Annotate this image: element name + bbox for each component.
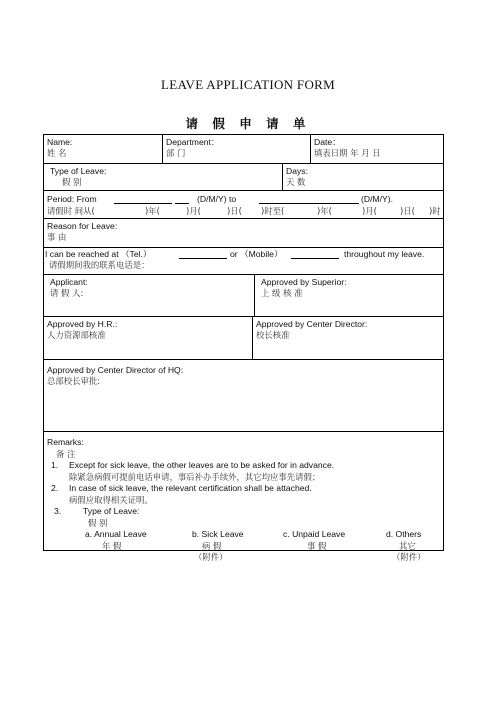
remark-item-3-cn: 假 别: [88, 517, 108, 528]
period-cn-year1: )年(: [145, 206, 160, 216]
period-dmy-end-label: (D/M/Y).: [361, 194, 393, 204]
name-label-cn: 姓 名: [47, 148, 67, 158]
remark-item-text: In case of sick leave, the relevant certification shall be attached.: [69, 483, 312, 493]
period-cn-year2: )年(: [317, 206, 332, 216]
leave-type-field[interactable]: [44, 164, 284, 190]
row-hq-approval[interactable]: [44, 360, 443, 432]
remark-item-number: 2.: [51, 483, 59, 493]
leave-type-others: d. Others: [386, 529, 422, 539]
applicant-label: Applicant:: [50, 277, 88, 287]
superior-label: Approved by Superior:: [261, 277, 347, 287]
leave-type-label-cn: 假 别: [62, 177, 82, 187]
mobile-blank[interactable]: [291, 249, 339, 259]
reason-label: Reason for Leave:: [47, 221, 118, 231]
leave-type-sick: b. Sick Leave: [192, 529, 244, 539]
days-field[interactable]: [282, 164, 443, 190]
remarks-title: Remarks:: [47, 437, 84, 447]
superior-label-cn: 上 级 核 准: [261, 288, 303, 298]
leave-type-annual: a. Annual Leave: [85, 529, 147, 539]
leave-type-label: Type of Leave:: [50, 166, 107, 176]
remark-item-1: [47, 460, 440, 472]
department-field[interactable]: [162, 135, 312, 163]
period-cn-prefix: 请假时 间从(: [47, 206, 95, 216]
row-name-department-date: [44, 135, 443, 164]
contact-tail-label: throughout my leave.: [344, 249, 425, 259]
period-cn-day1: )日(: [227, 206, 242, 216]
period-cn-end: )时: [429, 206, 441, 216]
period-cn-month2: )月(: [362, 206, 377, 216]
period-cn-to: )时至(: [261, 206, 285, 216]
remarks-title-cn: 备 注: [56, 448, 76, 459]
leave-types-notes: [47, 552, 440, 564]
remark-item-2: [47, 483, 440, 495]
hq-approval-label-cn: 总部校长审批:: [47, 376, 101, 386]
form-title-chinese: 请 假 申 请 单: [185, 116, 311, 131]
remark-item-text: Except for sick leave, the other leaves are to be asked for in advance.: [69, 460, 335, 470]
row-contact[interactable]: [44, 248, 443, 275]
form-title: LEAVE APPLICATION FORM: [161, 77, 335, 92]
superior-approval-field[interactable]: [254, 275, 443, 316]
from-date-blank[interactable]: [114, 194, 172, 204]
period-from-label: Period: From: [47, 194, 97, 204]
leave-type-annual-cn: 年 假: [102, 540, 122, 551]
date-field[interactable]: [310, 135, 443, 163]
hr-label-cn: 人力资源部核准: [47, 330, 106, 340]
center-director-approval-field[interactable]: [252, 317, 443, 359]
row-reason[interactable]: [44, 219, 443, 248]
department-label-cn: 部 门: [166, 148, 186, 158]
days-label-cn: 天 数: [286, 177, 306, 187]
applicant-label-cn: 请 假 人:: [50, 288, 84, 298]
hr-approval-field[interactable]: [44, 317, 256, 359]
applicant-field[interactable]: [44, 275, 256, 316]
to-date-blank[interactable]: [259, 194, 359, 204]
center-director-label-cn: 校长核准: [256, 330, 290, 340]
row-period[interactable]: [44, 191, 443, 219]
others-leave-attachment-note: （附件）: [392, 552, 426, 562]
hq-approval-label: Approved by Center Director of HQ:: [47, 365, 184, 375]
remark-item-number: 3.: [54, 506, 62, 516]
center-director-label: Approved by Center Director:: [256, 319, 368, 329]
remark-item-3: [47, 506, 440, 518]
period-cn-month1: )月(: [186, 206, 201, 216]
leave-type-unpaid-cn: 事 假: [307, 540, 327, 551]
date-label: Date：: [314, 137, 341, 147]
sick-leave-attachment-note: （附件）: [194, 552, 228, 562]
contact-tel-label: I can be reached at （Tel.）: [45, 249, 152, 259]
tel-blank[interactable]: [179, 249, 227, 259]
leave-type-others-cn: 其它: [399, 540, 416, 551]
leave-types-en: [47, 529, 440, 541]
leave-types-cn: [47, 541, 440, 553]
hr-label: Approved by H.R.:: [47, 319, 118, 329]
period-dmy-to-label: (D/M/Y) to: [197, 194, 237, 204]
contact-mobile-label: or （Mobile）: [230, 249, 283, 259]
leave-form-table: [43, 134, 444, 562]
remark-item-2-cn: 病假应取得相关证明。: [69, 494, 153, 505]
name-field[interactable]: [44, 135, 164, 163]
leave-type-unpaid: c. Unpaid Leave: [283, 529, 346, 539]
from-time-blank[interactable]: [175, 194, 189, 204]
row-hr-director: [44, 317, 443, 360]
remark-item-number: 1.: [51, 460, 59, 470]
contact-label-cn: 请假期间我的联系电话是：: [49, 260, 150, 270]
reason-label-cn: 事 由: [47, 232, 67, 242]
days-label: Days:: [286, 166, 308, 176]
remark-item-text: Type of Leave:: [83, 506, 140, 516]
department-label: Department：: [166, 137, 220, 147]
leave-type-sick-cn: 病 假: [202, 540, 222, 551]
period-cn-day2: )日(: [400, 206, 415, 216]
remarks-section: [44, 432, 443, 566]
name-label: Name:: [47, 137, 73, 147]
row-applicant-superior: [44, 275, 443, 317]
remark-item-1-cn: 除紧急病假可提前电话申请，事后补办手续外，其它均应事先请假；: [69, 471, 321, 482]
date-label-cn: 填表日期 年 月 日: [314, 148, 381, 158]
row-type-days: [44, 164, 443, 191]
